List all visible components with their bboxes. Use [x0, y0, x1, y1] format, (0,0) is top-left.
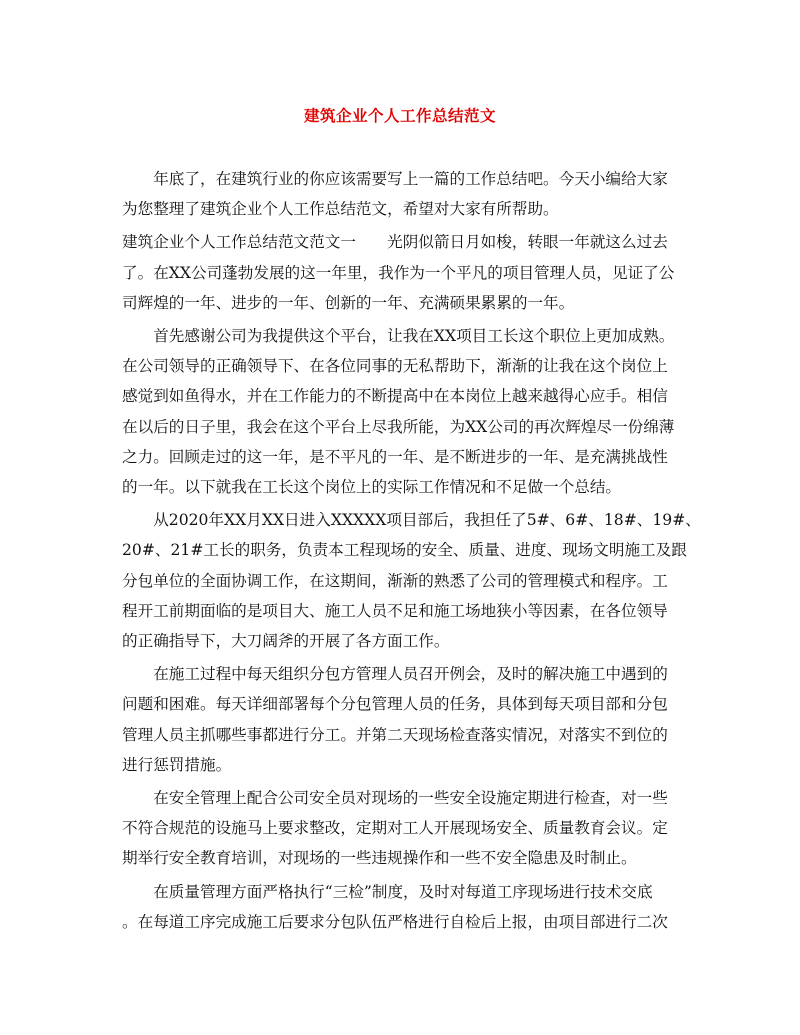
paragraph-line: 为您整理了建筑企业个人工作总结范文，希望对大家有所帮助。 — [122, 200, 559, 219]
paragraph-line: 建筑企业个人工作总结范文范文一 光阴似箭日月如梭，转眼一年就这么过去 — [122, 233, 668, 252]
paragraph-line: 司辉煌的一年、进步的一年、创新的一年、充满硕果累累的一年。 — [122, 293, 575, 312]
paragraph-line: 在以后的日子里，我会在这个平台上尽我所能，为XX公司的再次辉煌尽一份绵薄 — [122, 417, 675, 436]
paragraph-line: 年底了，在建筑行业的你应该需要写上一篇的工作总结吧。今天小编给大家 — [153, 170, 668, 188]
paragraph-line: 感觉到如鱼得水，并在工作能力的不断提高中在本岗位上越来越得心应手。相信 — [122, 387, 668, 406]
paragraph-line: 程开工前期面临的是项目大、施工人员不足和施工场地狭小等因素，在各位领导 — [122, 601, 668, 620]
document-body — [122, 164, 701, 937]
paragraph — [122, 227, 678, 318]
paragraph-line: 问题和困难。每天详细部署每个分包管理人员的任务，具体到每天项目部和分包 — [122, 695, 668, 714]
paragraph-line: 的一年。以下就我在工长这个岗位上的实际工作情况和不足做一个总结。 — [122, 478, 622, 497]
paragraph-line: 了。在XX公司蓬勃发展的这一年里，我作为一个平凡的项目管理人员，见证了公 — [122, 263, 675, 282]
paragraph-line: 在安全管理上配合公司安全员对现场的一些安全设施定期进行检查，对一些 — [153, 789, 668, 808]
paragraph-line: 在施工过程中每天组织分包方管理人员召开例会，及时的解决施工中遇到的 — [153, 665, 668, 684]
paragraph-line: 在公司领导的正确领导下、在各位同事的无私帮助下，渐渐的让我在这个岗位上 — [122, 357, 668, 376]
paragraph-line: 之力。回顾走过的这一年，是不平凡的一年、是不断进步的一年、是充满挑战性 — [122, 447, 668, 466]
paragraph-line: 首先感谢公司为我提供这个平台，让我在XX项目工长这个职位上更加成熟。 — [153, 327, 675, 346]
paragraph-line: 的正确指导下，大刀阔斧的开展了各方面工作。 — [122, 632, 450, 651]
paragraph-line: 进行惩罚措施。 — [122, 755, 232, 774]
document-title: 建筑企业个人工作总结范文 — [303, 106, 496, 125]
paragraph-line: 期举行安全教育培训，对现场的一些违规操作和一些不安全隐患及时制止。 — [122, 849, 637, 868]
paragraph-line: 不符合规范的设施马上要求整改，定期对工人开展现场安全、质量教育会议。定 — [122, 819, 668, 838]
paragraph-line: 从2020年XX月XX日进入XXXXX项目部后，我担任了5#、6#、18#、19#、 — [153, 511, 701, 530]
paragraph — [122, 505, 701, 656]
paragraph — [122, 659, 678, 780]
paragraph-line: 。在每道工序完成施工后要求分包队伍严格进行自检后上报，由项目部进行二次 — [122, 912, 668, 931]
paragraph — [122, 164, 678, 224]
paragraph-line: 分包单位的全面协调工作，在这期间，渐渐的熟悉了公司的管理模式和程序。工 — [122, 571, 668, 590]
paragraph — [122, 783, 678, 874]
paragraph — [122, 321, 678, 502]
paragraph-line: 管理人员主抓哪些事都进行分工。并第二天现场检查落实情况，对落实不到位的 — [122, 725, 668, 744]
paragraph-line: 在质量管理方面严格执行“三检”制度，及时对每道工序现场进行技术交底 — [153, 882, 653, 901]
paragraph-line: 20#、21#工长的职务，负责本工程现场的安全、质量、进度、现场文明施工及跟 — [122, 541, 687, 560]
paragraph — [122, 877, 678, 937]
